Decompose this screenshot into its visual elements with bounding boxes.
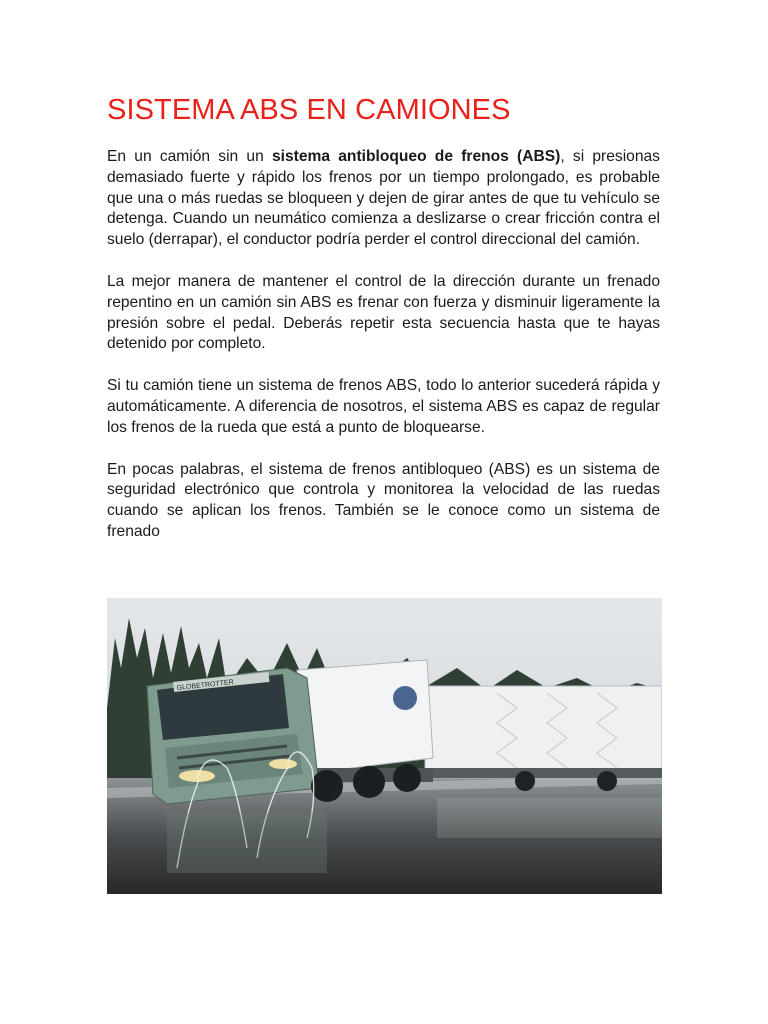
paragraph-2: La mejor manera de mantener el control de la dirección durante un frenado repentino en un camión sin ABS es frenar con fuerza y disminuir ligeramente la presión sobre el pedal. Deberás repetir esta secuencia hasta que te hayas detenido por completo. [107, 272, 660, 353]
paragraph-3: Si tu camión tiene un sistema de frenos ABS, todo lo anterior sucederá rápida y automáticamente. A diferencia de nosotros, el sistema ABS es capaz de regular los frenos de la rueda que está a punto de bloquearse. [107, 377, 660, 436]
paragraph-1 [107, 147, 660, 251]
rear-trailer [425, 686, 662, 791]
page-title: SISTEMA ABS EN CAMIONES [107, 94, 511, 126]
paragraph-1-text: En un camión sin un [107, 148, 272, 165]
truck-photo [107, 598, 662, 894]
document-body [107, 147, 660, 564]
cab-badge: GLOBETROTTER [176, 679, 235, 692]
paragraph-4: En pocas palabras, el sistema de frenos antibloqueo (ABS) es un sistema de seguridad electrónico que controla y monitorea la velocidad de las ruedas cuando se aplican los frenos. También se le conoce como un sistema de frenado [107, 460, 660, 540]
paragraph-1-text-rest: , si presionas demasiado fuerte y rápido los frenos por un tiempo prolongado, es probable que una o más ruedas se bloqueen y dejen de girar antes de que tu vehículo se detenga. Cuando un neumático comienza a deslizarse o crear fricción contra el suelo (derrapar), el conductor podría perder el control direccional del camión. [107, 148, 660, 249]
truck-illustration [107, 598, 662, 894]
paragraph-1-bold: sistema antibloqueo de frenos (ABS) [271, 148, 561, 165]
